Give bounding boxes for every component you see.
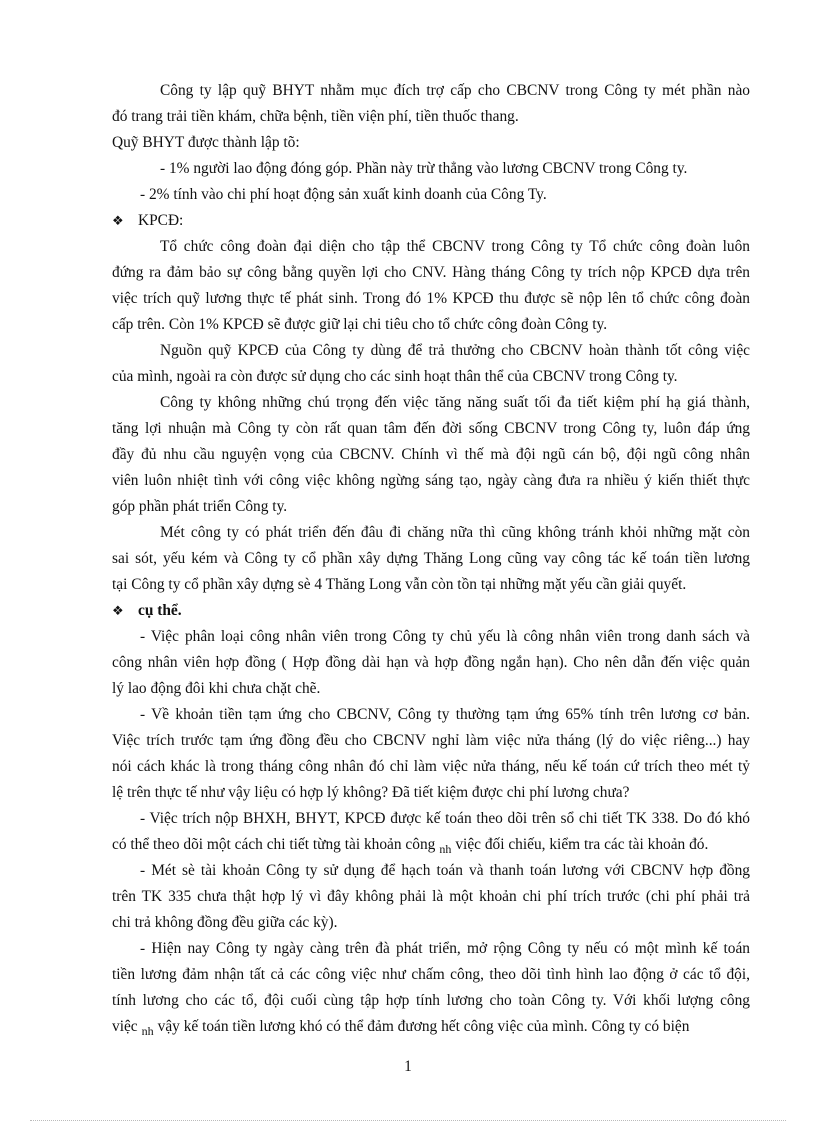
paragraph-line: Mét công ty có phát triển đến đâu đi chăng nữa thì cũng không tránh khỏi những mặt còn (160, 524, 750, 541)
paragraph-line: chi trả không đồng đều giữa các kỳ). (112, 914, 338, 931)
section-heading-kpcd (112, 212, 183, 231)
list-item: - Việc trích nộp BHXH, BHYT, KPCĐ được kế toán theo dõi trên sổ chi tiết TK 338. Do đó khó (140, 810, 750, 827)
section-heading-label: cụ thể. (138, 602, 182, 619)
paragraph-line: tại Công ty cổ phần xây dựng sè 4 Thăng Long vẫn còn tồn tại những mặt yếu cần giải quyết. (112, 576, 687, 593)
paragraph-line: Tổ chức công đoàn đại diện cho tập thể CBCNV trong Công ty Tổ chức công đoàn luôn (160, 238, 750, 255)
paragraph-line: lý lao động đôi khi chưa chặt chẽ. (112, 680, 321, 697)
paragraph-line: tiền lương đảm nhận tất cả các công việc như chấm công, theo dõi tình hình lao động ở các tổ đội, (112, 966, 750, 983)
list-item: - Việc phân loại công nhân viên trong Công ty chủ yếu là công nhân viên trong danh sách và (140, 628, 750, 645)
paragraph-line: viên luôn nhiệt tình với công việc không ngừng sáng tạo, ngày càng đưa ra nhiều ý kiến thiết thực (112, 472, 750, 489)
list-item: - 2% tính vào chi phí hoạt động sản xuất kinh doanh của Công Ty. (140, 186, 547, 203)
paragraph-line: cấp trên. Còn 1% KPCĐ sẽ được giữ lại chi tiêu cho tổ chức công đoàn Công ty. (112, 316, 608, 333)
paragraph-line: nói cách khác là trong tháng công nhân đó chỉ làm việc nửa tháng, nếu kế toán cứ trích theo mét tỷ (112, 758, 750, 775)
paragraph-line: trên TK 335 chưa thật hợp lý vì đây không phải là một khoản chi phí trích trước (chi phí phải trả (112, 888, 750, 905)
section-heading-label: KPCĐ: (138, 212, 184, 229)
line-text: có thể theo dõi một cách chi tiết từng tài khoản công (112, 836, 436, 853)
list-item: - 1% người lao động đóng góp. Phần này trừ thẳng vào lương CBCNV trong Công ty. (160, 160, 688, 177)
paragraph-line: công nhân viên hợp đồng ( Hợp đồng dài hạn và hợp đồng ngắn hạn). Cho nên dẫn đến việc quản (112, 654, 750, 671)
paragraph-line: đầy đủ nhu cầu nguyện vọng của CBCNV. Chính vì thế mà đội ngũ cán bộ, đội ngũ công nhân (112, 446, 750, 463)
section-heading-cu-the (112, 602, 182, 621)
paragraph-line: Công ty lập quỹ BHYT nhằm mục đích trợ cấp cho CBCNV trong Công ty mét phần nào (160, 82, 750, 99)
paragraph-line: Quỹ BHYT được thành lập tõ: (112, 134, 300, 151)
line-text: vậy kế toán tiền lương khó có thể đảm đương hết công việc của mình. Công ty có biện (157, 1018, 690, 1035)
paragraph-line: Nguồn quỹ KPCĐ của Công ty dùng để trả thưởng cho CBCNV hoàn thành tốt công việc (160, 342, 750, 359)
inline-fragment: nh (141, 1024, 154, 1038)
list-item: - Mét sè tài khoản Công ty sử dụng để hạch toán và thanh toán lương với CBCNV hợp đồng (140, 862, 750, 879)
paragraph-line: Công ty không những chú trọng đến việc tăng năng suất tối đa tiết kiệm phí hạ giá thành, (160, 394, 750, 411)
paragraph-line: Việc trích trước tạm ứng đồng đều cho CBCNV nghỉ làm việc nửa tháng (lý do việc riêng...) hay (112, 732, 750, 749)
paragraph-line: đó trang trải tiền khám, chữa bệnh, tiền viện phí, tiền thuốc thang. (112, 108, 519, 125)
paragraph-line: tính lương cho các tổ, đội cuối cùng tập hợp tính lương cho toàn Công ty. Với khối lượng công (112, 992, 750, 1009)
paragraph-line: đứng ra đảm bảo sự công bằng quyền lợi cho CNV. Hàng tháng Công ty trích nộp KPCĐ dựa trên (112, 264, 750, 281)
paragraph-line: góp phần phát triển Công ty. (112, 498, 288, 515)
inline-fragment: nh (439, 842, 452, 856)
paragraph-line: lệ trên thực tế như vậy liệu có hợp lý không? Đã tiết kiệm được chi phí lương chưa? (112, 784, 630, 801)
line-text: việc đối chiếu, kiểm tra các tài khoản đó. (455, 836, 709, 853)
line-text: việc (112, 1018, 138, 1035)
list-item: - Hiện nay Công ty ngày càng trên đà phát triển, mở rộng Công ty nếu có một mình kế toán (140, 940, 750, 957)
diamond-bullet-icon: ❖ (112, 214, 124, 229)
page-bottom-divider (30, 1120, 786, 1121)
paragraph-line: sai sót, yếu kém và Công ty cổ phần xây dựng Thăng Long cũng vay công tác kế toán tiền lương (112, 550, 750, 567)
diamond-bullet-icon: ❖ (112, 604, 124, 619)
list-item: - Về khoản tiền tạm ứng cho CBCNV, Công ty thường tạm ứng 65% tính trên lương cơ bản. (140, 706, 750, 723)
paragraph-line: của mình, ngoài ra còn được sử dụng cho các sinh hoạt thân thể của CBCNV trong Công ty. (112, 368, 678, 385)
paragraph-line (112, 836, 750, 854)
paragraph-line (112, 1018, 750, 1036)
page-number: 1 (404, 1058, 412, 1075)
paragraph-line: việc trích quỹ lương thực tế phát sinh. Trong đó 1% KPCĐ thu được sẽ nộp lên tổ chức công đoàn (112, 290, 750, 307)
paragraph-line: tăng lợi nhuận mà Công ty còn rất quan tâm đến đời sống CBCNV trong Công ty, luôn đáp ứng (112, 420, 750, 437)
